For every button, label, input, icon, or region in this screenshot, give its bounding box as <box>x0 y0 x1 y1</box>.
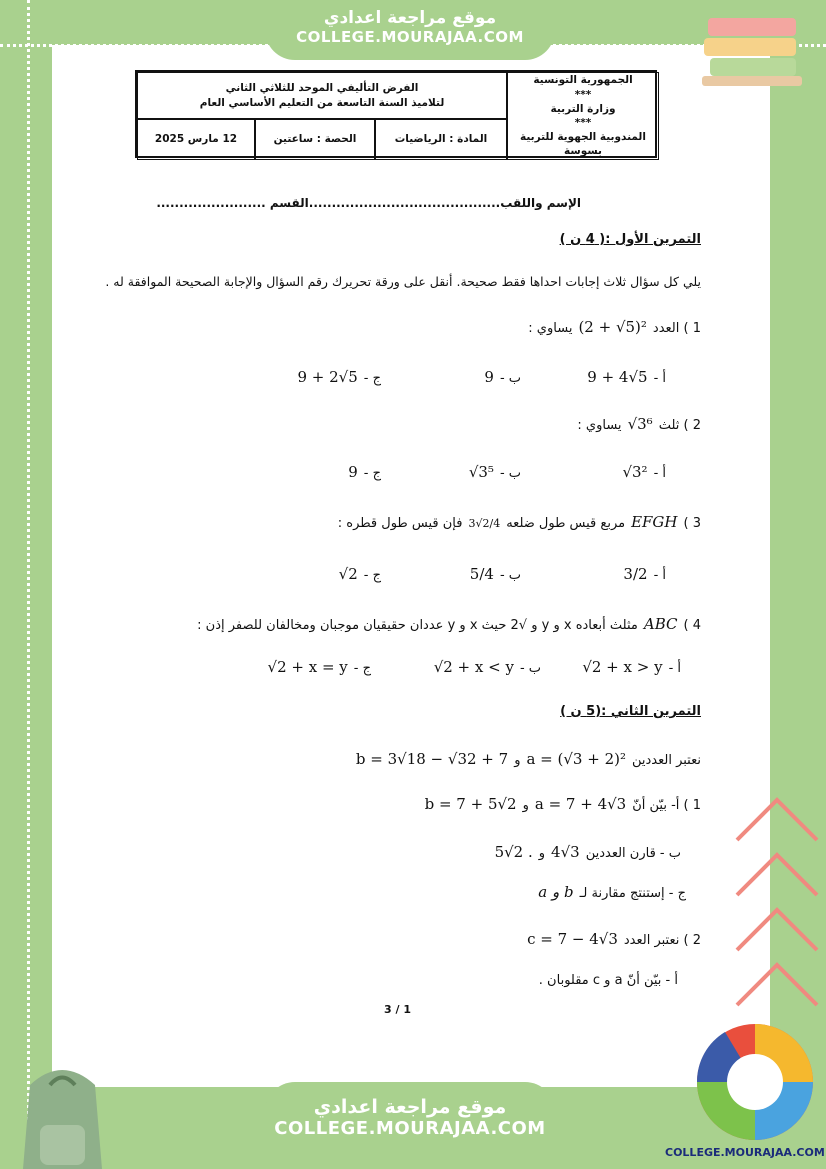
q-text: 1 ) أ- بيّن أنّ <box>632 798 701 813</box>
exam-date: 12 مارس 2025 <box>137 119 255 160</box>
option-b: ب - √3⁵ <box>468 463 521 481</box>
student-name-line: الإسم واللقب..........................................القسم ........................ <box>156 196 581 210</box>
q-math: 5√2 . <box>494 843 533 861</box>
site-name: موقع مراجعة اعدادي <box>313 1096 507 1118</box>
separator: *** <box>574 88 592 101</box>
option-b: ب - 9 <box>484 368 521 386</box>
q-math: ABC <box>643 615 678 633</box>
bottom-banner[interactable] <box>265 1082 555 1169</box>
backpack-icon <box>10 1055 115 1169</box>
q-math: 3√2/4 <box>468 517 501 530</box>
q-math: a و b <box>538 883 574 901</box>
logo-text: COLLEGE.MOURAJAA.COM <box>665 1146 825 1159</box>
chevron-decoration-icon <box>732 790 822 1050</box>
ministry: وزارة التربية <box>550 102 616 115</box>
option-a: أ - 9 + 4√5 <box>587 368 666 386</box>
exam-subject: المادة : الرياضيات <box>375 119 507 160</box>
q-text: يساوي : <box>528 321 573 336</box>
option-a: أ - 3/2 <box>623 565 666 583</box>
exercise-2-q1a <box>425 795 701 813</box>
exercise-2-title: التمرين الثاني :(5 ن ) <box>560 704 701 719</box>
q-text: و <box>522 798 529 813</box>
republic: الجمهورية التونسية <box>533 74 633 87</box>
q-math: √3⁶ <box>627 415 653 433</box>
q-math: b = 7 + 5√2 <box>424 795 517 813</box>
q-text: 2 ) ثلث <box>658 418 701 433</box>
q-math: c = 7 − 4√3 <box>527 930 618 948</box>
exam-header-table <box>135 70 657 158</box>
q-math: a = (√3 + 2)² <box>526 750 626 768</box>
option-b: ب - 5/4 <box>469 565 521 583</box>
exercise-2-q2 <box>527 930 701 948</box>
q-math: a = 7 + 4√3 <box>534 795 627 813</box>
exam-duration: الحصة : ساعتين <box>255 119 375 160</box>
q-math: EFGH <box>631 513 678 531</box>
books-icon <box>700 10 810 90</box>
region: المندوبية الجهوية للتربية بسوسة <box>520 131 646 158</box>
q-text: 1 ) العدد <box>652 321 701 336</box>
q-text: يساوي : <box>577 418 622 433</box>
q-text: 2 ) نعتبر العدد <box>623 933 701 948</box>
option-c: ج - 9 <box>348 463 381 481</box>
q-text: مثلث أبعاده x و y و √2 حيث x و y عددان حقيقيان موجبان ومخالفان للصفر إذن : <box>197 618 638 633</box>
exercise-2-intro <box>356 750 701 768</box>
subjects-wheel-logo <box>695 1022 815 1142</box>
option-c: ج - √2 <box>338 565 381 583</box>
exercise-2-q2a: أ - بيّن أنّ a و c مقلوبان . <box>538 973 678 988</box>
option-b: ب - √2 + x < y <box>433 658 541 676</box>
question-4 <box>197 615 701 633</box>
exercise-1-instruction: يلي كل سؤال ثلاث إجابات احداها فقط صحيحة. أنقل على ورقة تحريرك رقم السؤال والإجابة الصحيحة الموافقة له . <box>105 274 701 289</box>
q-text: 3 ) <box>683 516 701 531</box>
q-text: ج - إستنتج مقارنة لـ <box>579 886 686 901</box>
q-math: b = 3√18 − √32 + 7 <box>355 750 509 768</box>
site-url[interactable]: COLLEGE.MOURAJAA.COM <box>274 1118 546 1139</box>
exam-title: الفرض التأليفي الموحد للثلاثي الثاني <box>225 82 419 95</box>
option-a: أ - √2 + x > y <box>582 658 681 676</box>
q-text: فإن قيس طول قطره : <box>337 516 463 531</box>
q-math: 4√3 <box>551 843 580 861</box>
site-url[interactable]: COLLEGE.MOURAJAA.COM <box>296 28 524 46</box>
q-text: ب - قارن العددين <box>585 846 681 861</box>
exercise-2-q1c <box>538 883 686 901</box>
exercise-1-title: التمرين الأول :( 4 ن ) <box>559 232 701 247</box>
top-banner[interactable] <box>265 0 555 60</box>
exam-subtitle: لتلاميذ السنة التاسعة من التعليم الأساسي العام <box>199 96 445 109</box>
question-2 <box>577 415 701 433</box>
q-text: نعتبر العددين <box>631 753 701 768</box>
q-text: مربع قيس طول ضلعه <box>506 516 626 531</box>
question-1 <box>528 318 701 336</box>
decorative-dotted-line <box>27 0 30 1169</box>
option-a: أ - √3² <box>622 463 666 481</box>
site-name: موقع مراجعة اعدادي <box>323 8 497 28</box>
page-number: 1 / 3 <box>384 1003 411 1016</box>
q-math: (2 + √5)² <box>578 318 647 336</box>
q-text: و <box>514 753 521 768</box>
question-3 <box>338 513 701 531</box>
q-text: 4 ) <box>683 618 701 633</box>
separator: *** <box>574 117 592 129</box>
option-c: ج - 9 + 2√5 <box>297 368 381 386</box>
option-c: ج - √2 + x = y <box>267 658 371 676</box>
q-text: و <box>538 846 546 861</box>
exercise-2-q1b <box>495 843 681 861</box>
